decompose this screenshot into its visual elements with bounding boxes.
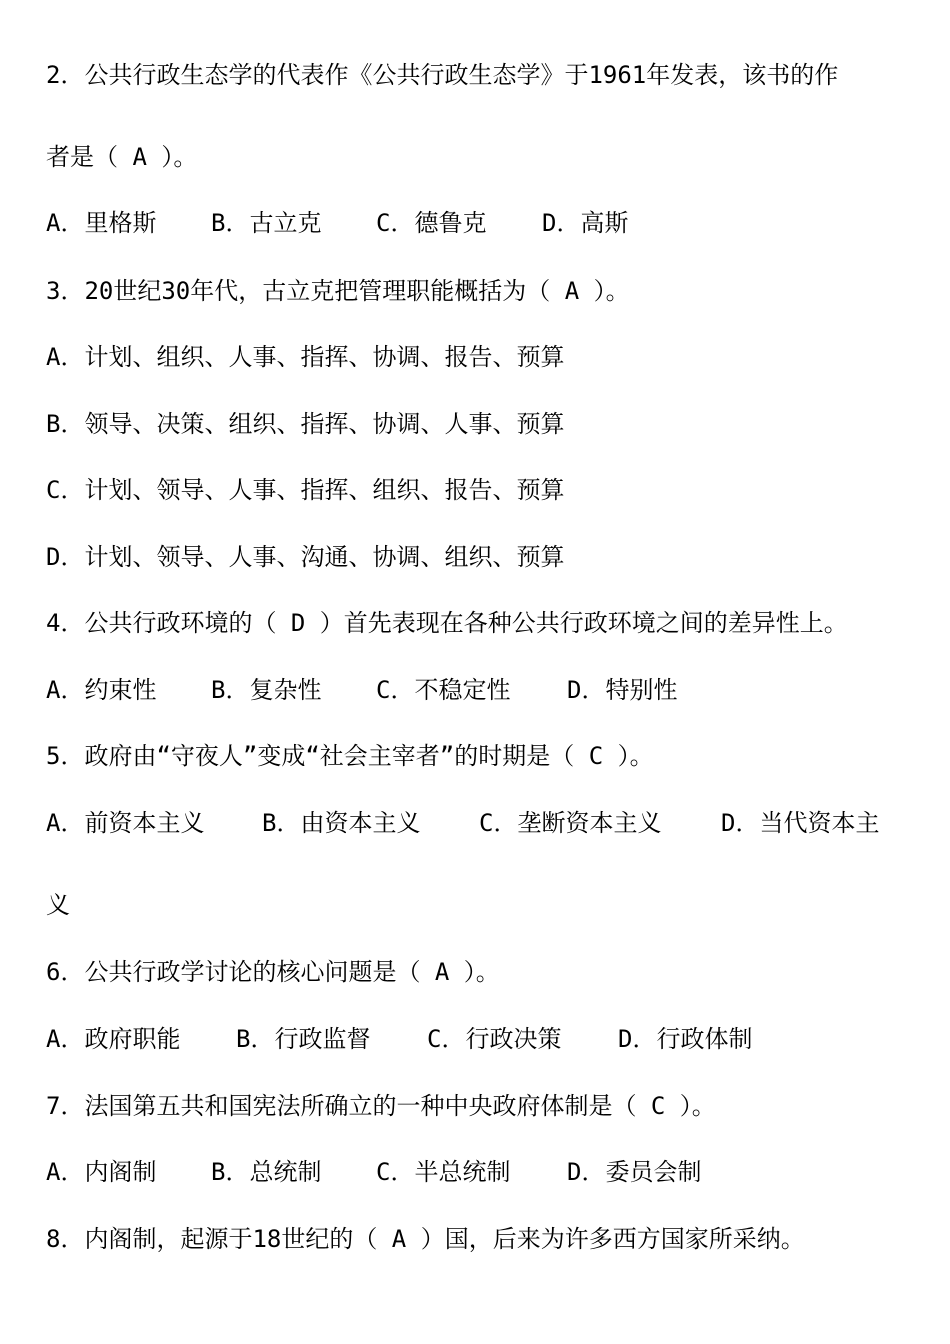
question-6-stem: 6．公共行政学讨论的核心问题是（ A ）。 [46,958,500,986]
question-3-option-b: B．领导、决策、组织、指挥、协调、人事、预算 [46,410,565,438]
question-4-stem: 4．公共行政环境的（ D ）首先表现在各种公共行政环境之间的差异性上。 [46,609,848,637]
question-7-stem: 7．法国第五共和国宪法所确立的一种中央政府体制是（ C ）。 [46,1092,716,1120]
question-5-option-b: B．由资本主义 [262,809,421,837]
question-2-stem-line-2: 者是（ A ）。 [46,143,198,171]
question-6-option-d: D．行政体制 [618,1025,753,1053]
question-6-option-c: C．行政决策 [427,1025,562,1053]
question-7-option-a: A．内阁制 [46,1158,157,1186]
question-5-option-d: D．当代资本主 [721,809,880,837]
question-8-stem: 8．内阁制，起源于18世纪的（ A ）国，后来为许多西方国家所采纳。 [46,1225,805,1253]
question-2-option-d: D．高斯 [542,209,629,237]
question-7-option-b: B．总统制 [211,1158,322,1186]
question-6-option-b: B．行政监督 [236,1025,371,1053]
question-2-stem-line-1: 2．公共行政生态学的代表作《公共行政生态学》于1961年发表，该书的作 [46,61,839,89]
question-5-option-d-continuation: 义 [46,891,70,919]
question-3-option-d: D．计划、领导、人事、沟通、协调、组织、预算 [46,543,565,571]
question-3-option-c: C．计划、领导、人事、指挥、组织、报告、预算 [46,476,565,504]
question-7-option-c: C．半总统制 [376,1158,511,1186]
question-2-option-b: B．古立克 [211,209,322,237]
question-4-option-b: B．复杂性 [211,676,322,704]
question-6-option-a: A．政府职能 [46,1025,181,1053]
question-5-stem: 5．政府由“守夜人”变成“社会主宰者”的时期是（ C ）。 [46,742,654,770]
question-3-option-a: A．计划、组织、人事、指挥、协调、报告、预算 [46,343,565,371]
question-5-option-c: C．垄断资本主义 [479,809,662,837]
question-3-stem: 3．20世纪30年代，古立克把管理职能概括为（ A ）。 [46,277,630,305]
question-4-option-a: A．约束性 [46,676,157,704]
question-4-option-d: D．特别性 [567,676,678,704]
question-2-option-a: A．里格斯 [46,209,157,237]
question-4-option-c: C．不稳定性 [376,676,511,704]
question-5-option-a: A．前资本主义 [46,809,205,837]
question-2-option-c: C．德鲁克 [376,209,487,237]
question-7-option-d: D．委员会制 [567,1158,702,1186]
